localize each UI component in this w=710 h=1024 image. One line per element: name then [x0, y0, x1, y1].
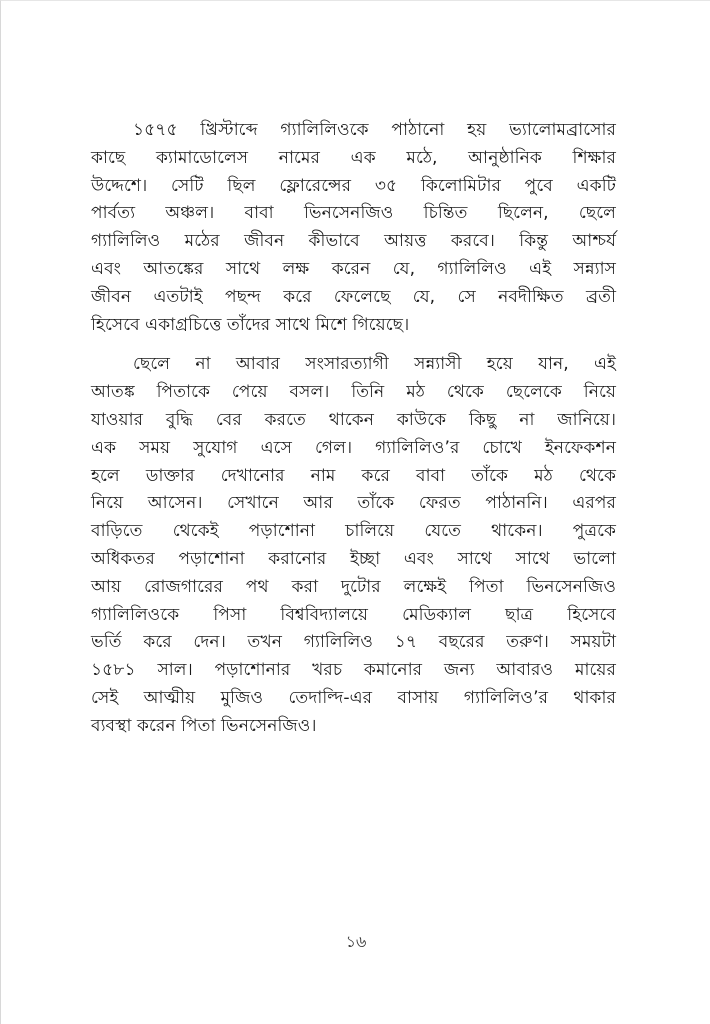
paragraph-2-line: ব্যবস্থা করেন পিতা ভিনসেনজিও।: [91, 715, 317, 736]
paragraph-1-line: এবং আতঙ্কের সাথে লক্ষ করেন যে, গ্যালিলিও এই সন্ন্যাস: [91, 258, 616, 279]
paragraph-2-line: অধিকতর পড়াশোনা করানোর ইচ্ছা এবং সাথে সাথে ভালো: [91, 548, 616, 569]
paragraph-2-line: বাড়িতে থেকেই পড়াশোনা চালিয়ে যেতে থাকেন। পুত্রকে: [91, 521, 616, 542]
paragraph-2-line: আয় রোজগারের পথ করা দুটোর লক্ষেই পিতা ভিনসেনজিও: [91, 576, 616, 597]
paragraph-2-line: হলে ডাক্তার দেখানোর নাম করে বাবা তাঁকে মঠ থেকে: [91, 465, 616, 486]
paragraph-2-line: ভর্তি করে দেন। তখন গ্যালিলিও ১৭ বছরের তরুণ। সময়টা: [91, 632, 616, 653]
paragraph-2-line: ছেলে না আবার সংসারত্যাগী সন্ন্যাসী হয়ে যান, এই: [133, 354, 616, 375]
body-text: [91, 117, 616, 741]
paragraph-2-line: ১৫৮১ সাল। পড়াশোনার খরচ কমানোর জন্য আবারও মায়ের: [91, 660, 616, 681]
paragraph-1-line: পার্বত্য অঞ্চল। বাবা ভিনসেনজিও চিন্তিত ছিলেন, ছেলে: [91, 203, 616, 224]
paragraph-2-line: সেই আত্মীয় মুজিও তেদাল্দি-এর বাসায় গ্যালিলিও’র থাকার: [91, 687, 616, 708]
paragraph-1-line: হিসেবে একাগ্রচিত্তে তাঁদের সাথে মিশে গিয়েছে।: [91, 314, 410, 335]
paragraph-1-line: ১৫৭৫ খ্রিস্টাব্দে গ্যালিলিওকে পাঠানো হয় ভ্যালোমব্রাসোর: [133, 120, 616, 140]
paragraph-2-line: যাওয়ার বুদ্ধি বের করতে থাকেন কাউকে কিছু না জানিয়ে।: [91, 409, 616, 430]
paragraph-1-line: কাছে ক্যামাডোলেস নামের এক মঠে, আনুষ্ঠানিক শিক্ষার: [91, 147, 616, 168]
paragraph-2-line: গ্যালিলিওকে পিসা বিশ্ববিদ্যালয়ে মেডিক্যাল ছাত্র হিসেবে: [91, 604, 616, 625]
paragraph-1-line: গ্যালিলিও মঠের জীবন কীভাবে আয়ত্ত করবে। কিন্তু আশ্চর্য: [91, 231, 616, 252]
paragraph-1: [91, 117, 616, 339]
paragraph-2: [91, 351, 616, 740]
paragraph-2-line: আতঙ্ক পিতাকে পেয়ে বসল। তিনি মঠ থেকে ছেলেকে নিয়ে: [91, 382, 616, 403]
paragraph-2-line: নিয়ে আসেন। সেখানে আর তাঁকে ফেরত পাঠাননি। এরপর: [91, 493, 616, 514]
paragraph-2-line: এক সময় সুযোগ এসে গেল। গ্যালিলিও’র চোখে ইনফেকশন: [91, 437, 616, 458]
paragraph-1-line: উদ্দেশে। সেটি ছিল ফ্লোরেন্সের ৩৫ কিলোমিটার পুবে একটি: [91, 175, 616, 196]
paragraph-1-line: জীবন এতটাই পছন্দ করে ফেলেছে যে, সে নবদীক্ষিত ব্রতী: [91, 286, 616, 307]
page-number: ১৬: [345, 932, 367, 951]
